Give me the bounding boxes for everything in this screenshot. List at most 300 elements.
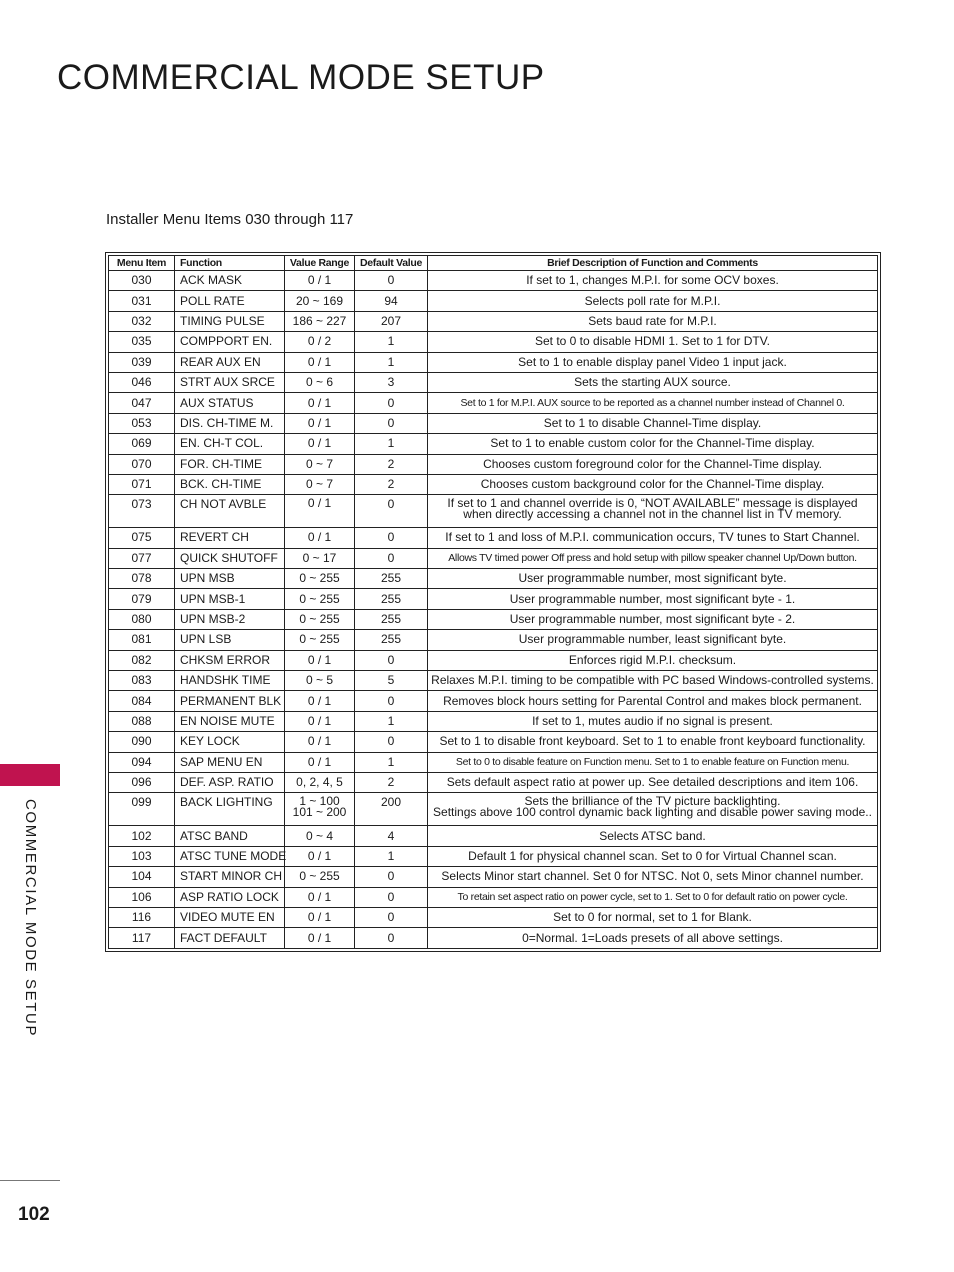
cell-value-range (285, 589, 355, 609)
cell-value-range-text: 0 / 1 (307, 496, 332, 511)
cell-function (175, 372, 285, 392)
cell-default-value (355, 434, 428, 454)
table-row (109, 548, 878, 568)
cell-default-value (355, 548, 428, 568)
cell-default-value-text: 1 (387, 436, 395, 451)
cell-description-text: Sets the brilliance of the TV picture backlighting. (524, 794, 781, 809)
page-number: 102 (18, 1204, 50, 1225)
table-row (109, 650, 878, 670)
cell-description (428, 711, 878, 731)
cell-description (428, 495, 878, 528)
table-row (109, 454, 878, 474)
cell-description (428, 352, 878, 372)
cell-menu-item-text: 117 (131, 930, 152, 945)
cell-function-text: BACK LIGHTING (180, 795, 273, 810)
cell-menu-item (109, 846, 175, 866)
cell-menu-item-text: 099 (131, 795, 152, 810)
cell-description (428, 907, 878, 927)
cell-value-range (285, 671, 355, 691)
cell-function-text: UPN MSB-2 (180, 612, 246, 627)
cell-description-text: If set to 1, changes M.P.I. for some OCV boxes. (526, 273, 779, 288)
cell-default-value-text: 0 (387, 869, 395, 884)
cell-default-value (355, 826, 428, 846)
table-row (109, 907, 878, 927)
cell-default-value-text: 207 (380, 313, 402, 328)
cell-menu-item (109, 311, 175, 331)
cell-description-text: Selects ATSC band. (599, 828, 706, 843)
cell-function (175, 609, 285, 629)
cell-description-text: User programmable number, most significant byte - 1. (509, 591, 796, 606)
cell-value-range-text: 0 / 1 (307, 273, 332, 288)
installer-menu-table-frame (105, 252, 881, 952)
cell-description-text: Chooses custom background color for the Channel-Time display. (480, 477, 825, 492)
cell-value-range-text: 0 ~ 4 (305, 828, 334, 843)
cell-description-text: Selects Minor start channel. Set 0 for NTSC. Not 0, sets Minor channel number. (441, 869, 864, 884)
cell-value-range (285, 271, 355, 291)
cell-description-line2: Settings above 100 control dynamic back lighting and disable power saving mode.. (433, 805, 872, 820)
cell-menu-item-text: 102 (131, 828, 152, 843)
cell-default-value (355, 291, 428, 311)
cell-value-range (285, 711, 355, 731)
cell-value-range-text: 20 ~ 169 (295, 293, 344, 308)
cell-menu-item (109, 454, 175, 474)
cell-default-value (355, 752, 428, 772)
cell-default-value-text: 0 (387, 652, 395, 667)
cell-menu-item (109, 569, 175, 589)
table-row (109, 691, 878, 711)
cell-description (428, 271, 878, 291)
table-row (109, 528, 878, 548)
cell-default-value (355, 732, 428, 752)
cell-menu-item (109, 528, 175, 548)
table-row (109, 372, 878, 392)
cell-function-text: STRT AUX SRCE (180, 375, 275, 390)
cell-function (175, 846, 285, 866)
cell-default-value (355, 609, 428, 629)
cell-value-range (285, 495, 355, 528)
cell-description (428, 867, 878, 887)
cell-function-text: CHKSM ERROR (180, 652, 271, 667)
cell-function-text: SAP MENU EN (180, 754, 263, 769)
cell-description-text: Set to 1 to disable Channel-Time display. (543, 415, 762, 430)
cell-value-range-text: 0, 2, 4, 5 (296, 775, 343, 790)
page-title: COMMERCIAL MODE SETUP (57, 58, 545, 97)
cell-menu-item (109, 711, 175, 731)
cell-value-range-text: 0 ~ 17 (302, 550, 337, 565)
cell-default-value (355, 793, 428, 826)
cell-default-value (355, 907, 428, 927)
cell-default-value-text: 255 (380, 571, 402, 586)
cell-default-value-text: 1 (387, 354, 395, 369)
cell-default-value (355, 650, 428, 670)
cell-menu-item-text: 069 (131, 436, 152, 451)
cell-menu-item (109, 826, 175, 846)
cell-menu-item (109, 609, 175, 629)
cell-default-value-text: 255 (380, 591, 402, 606)
cell-description-text: If set to 1 and loss of M.P.I. communication occurs, TV tunes to Start Channel. (445, 530, 860, 545)
side-accent-tab (0, 764, 60, 786)
table-row (109, 867, 878, 887)
cell-function-text: BCK. CH-TIME (180, 477, 262, 492)
cell-description-text: Allows TV timed power Off press and hold setup with pillow speaker channel Up/Down button. (448, 551, 857, 564)
cell-value-range-text: 0 ~ 255 (299, 632, 340, 647)
cell-default-value-text: 0 (387, 395, 395, 410)
cell-value-range (285, 332, 355, 352)
page-number-rule (0, 1180, 60, 1181)
cell-description-text: Removes block hours setting for Parental Control and makes block permanent. (443, 693, 862, 708)
cell-value-range-text: 0 ~ 255 (299, 571, 340, 586)
cell-value-range-text: 0 / 1 (307, 395, 332, 410)
cell-function (175, 352, 285, 372)
cell-function (175, 474, 285, 494)
table-row (109, 569, 878, 589)
cell-function (175, 495, 285, 528)
cell-description-text: Set to 0 to disable HDMI 1. Set to 1 for DTV. (534, 334, 770, 349)
cell-function-text: UPN LSB (180, 632, 232, 647)
cell-value-range-text: 1 ~ 100 (299, 794, 340, 809)
cell-function (175, 589, 285, 609)
table-row (109, 495, 878, 528)
cell-value-range (285, 793, 355, 826)
cell-function-text: ACK MASK (180, 273, 243, 288)
cell-description-text: Set to 1 to disable front keyboard. Set to 1 to enable front keyboard functionality. (439, 734, 866, 749)
cell-value-range (285, 887, 355, 907)
header-description: Brief Description of Function and Comments (428, 256, 878, 271)
cell-description (428, 732, 878, 752)
cell-function (175, 772, 285, 792)
cell-description-text: Set to 0 to disable feature on Function menu. Set to 1 to enable feature on Function menu. (455, 755, 850, 768)
cell-menu-item-text: 030 (131, 273, 152, 288)
cell-value-range (285, 609, 355, 629)
cell-menu-item (109, 671, 175, 691)
cell-value-range (285, 907, 355, 927)
cell-menu-item-text: 039 (131, 354, 152, 369)
cell-default-value (355, 589, 428, 609)
table-row (109, 928, 878, 948)
cell-description-text: User programmable number, least significant byte. (518, 632, 787, 647)
table-row (109, 311, 878, 331)
cell-value-range-text: 0 / 1 (307, 693, 332, 708)
cell-default-value-text: 3 (387, 375, 395, 390)
cell-value-range (285, 630, 355, 650)
cell-function (175, 671, 285, 691)
cell-menu-item (109, 907, 175, 927)
cell-default-value-text: 0 (387, 693, 395, 708)
table-row (109, 352, 878, 372)
cell-menu-item (109, 772, 175, 792)
cell-value-range-text: 0 ~ 255 (299, 591, 340, 606)
cell-default-value-text: 0 (387, 415, 395, 430)
table-row (109, 609, 878, 629)
cell-menu-item-text: 090 (131, 734, 152, 749)
cell-description-text: To retain set aspect ratio on power cycle, set to 1. Set to 0 for default ratio on power cycle. (457, 890, 848, 903)
cell-default-value (355, 630, 428, 650)
cell-menu-item-text: 082 (131, 652, 152, 667)
cell-menu-item-text: 094 (131, 754, 152, 769)
cell-description (428, 691, 878, 711)
cell-function (175, 528, 285, 548)
cell-function (175, 928, 285, 948)
cell-function-text: POLL RATE (180, 293, 245, 308)
header-function: Function (175, 256, 285, 271)
cell-description-text: Sets baud rate for M.P.I. (588, 313, 717, 328)
cell-menu-item-text: 053 (131, 415, 152, 430)
cell-function-text: VIDEO MUTE EN (180, 910, 275, 925)
cell-menu-item-text: 031 (131, 293, 152, 308)
cell-menu-item (109, 332, 175, 352)
cell-default-value-text: 255 (380, 632, 402, 647)
cell-default-value (355, 846, 428, 866)
cell-menu-item (109, 793, 175, 826)
cell-description (428, 671, 878, 691)
cell-function-text: HANDSHK TIME (180, 673, 271, 688)
cell-value-range (285, 752, 355, 772)
cell-value-range-text: 0 / 1 (307, 734, 332, 749)
cell-default-value (355, 867, 428, 887)
cell-function (175, 454, 285, 474)
cell-description-text: Relaxes M.P.I. timing to be compatible with PC based Windows-controlled systems. (431, 673, 874, 688)
cell-function (175, 434, 285, 454)
table-row (109, 589, 878, 609)
table-row (109, 846, 878, 866)
cell-menu-item (109, 291, 175, 311)
table-row (109, 271, 878, 291)
cell-default-value-text: 200 (380, 795, 402, 810)
cell-description (428, 928, 878, 948)
cell-menu-item-text: 035 (131, 334, 152, 349)
cell-value-range (285, 528, 355, 548)
cell-function (175, 887, 285, 907)
cell-menu-item-text: 116 (131, 910, 152, 925)
cell-value-range (285, 413, 355, 433)
cell-default-value-text: 1 (387, 714, 395, 728)
table-row (109, 291, 878, 311)
cell-default-value-text: 0 (387, 550, 395, 565)
cell-description (428, 772, 878, 792)
cell-description-text: Chooses custom foreground color for the Channel-Time display. (483, 456, 822, 471)
cell-function-text: ATSC TUNE MODE (180, 848, 287, 863)
cell-default-value-text: 2 (387, 775, 395, 790)
cell-value-range (285, 650, 355, 670)
cell-value-range-text: 0 / 1 (307, 910, 332, 925)
cell-description (428, 589, 878, 609)
cell-default-value-text: 0 (387, 497, 395, 512)
cell-function-text: COMPPORT EN. (180, 334, 273, 349)
cell-function (175, 826, 285, 846)
cell-function (175, 332, 285, 352)
cell-menu-item-text: 103 (131, 848, 152, 863)
table-row (109, 630, 878, 650)
cell-default-value (355, 691, 428, 711)
table-row (109, 887, 878, 907)
table-row (109, 711, 878, 731)
cell-value-range (285, 691, 355, 711)
cell-function (175, 271, 285, 291)
cell-menu-item-text: 083 (131, 673, 152, 688)
cell-default-value-text: 0 (387, 889, 395, 904)
cell-function (175, 548, 285, 568)
cell-value-range (285, 846, 355, 866)
cell-menu-item-text: 078 (131, 571, 152, 586)
cell-menu-item (109, 928, 175, 948)
cell-function-text: ASP RATIO LOCK (180, 889, 279, 904)
cell-default-value-text: 2 (387, 456, 395, 471)
cell-function-text: START MINOR CH (180, 869, 283, 884)
cell-menu-item (109, 474, 175, 494)
cell-menu-item-text: 104 (131, 869, 152, 884)
cell-value-range-text: 0 ~ 6 (305, 375, 334, 390)
cell-value-range (285, 474, 355, 494)
cell-menu-item (109, 630, 175, 650)
cell-default-value-text: 1 (387, 334, 395, 349)
cell-description (428, 393, 878, 413)
cell-function-text: FOR. CH-TIME (180, 456, 262, 471)
cell-default-value (355, 311, 428, 331)
cell-function (175, 793, 285, 826)
cell-value-range-text: 0 ~ 255 (299, 612, 340, 627)
table-row (109, 752, 878, 772)
cell-default-value-text: 0 (387, 734, 395, 749)
cell-menu-item-text: 047 (131, 395, 152, 410)
cell-function-text: KEY LOCK (180, 734, 240, 749)
cell-description (428, 569, 878, 589)
cell-description-text: User programmable number, most significant byte - 2. (509, 612, 796, 627)
cell-default-value (355, 454, 428, 474)
cell-value-range (285, 393, 355, 413)
cell-function (175, 291, 285, 311)
cell-menu-item-text: 071 (131, 477, 152, 492)
table-row (109, 413, 878, 433)
cell-menu-item (109, 352, 175, 372)
cell-function-text: QUICK SHUTOFF (180, 550, 278, 565)
cell-value-range (285, 434, 355, 454)
cell-function-text: TIMING PULSE (180, 313, 265, 328)
cell-menu-item-text: 096 (131, 775, 152, 790)
cell-description (428, 887, 878, 907)
cell-value-range-line2: 101 ~ 200 (292, 805, 347, 820)
cell-description (428, 291, 878, 311)
cell-description (428, 372, 878, 392)
cell-description (428, 413, 878, 433)
cell-description (428, 474, 878, 494)
cell-function (175, 569, 285, 589)
cell-default-value (355, 372, 428, 392)
cell-value-range (285, 732, 355, 752)
table-row (109, 474, 878, 494)
cell-menu-item (109, 867, 175, 887)
cell-function (175, 311, 285, 331)
cell-value-range-text: 0 ~ 7 (305, 456, 334, 471)
cell-value-range-text: 0 / 1 (307, 354, 332, 369)
cell-description (428, 528, 878, 548)
cell-menu-item (109, 691, 175, 711)
table-header-row (109, 256, 878, 271)
side-section-label: COMMERCIAL MODE SETUP (22, 799, 39, 1038)
cell-description (428, 752, 878, 772)
cell-description (428, 630, 878, 650)
cell-value-range (285, 454, 355, 474)
cell-value-range (285, 372, 355, 392)
cell-menu-item-text: 075 (131, 530, 152, 545)
cell-function-text: DEF. ASP. RATIO (180, 775, 274, 790)
cell-default-value (355, 413, 428, 433)
cell-menu-item-text: 106 (131, 889, 152, 904)
cell-menu-item-text: 070 (131, 456, 152, 471)
cell-default-value (355, 393, 428, 413)
header-menu-item: Menu Item (109, 256, 175, 271)
cell-description-text: Set to 0 for normal, set to 1 for Blank. (553, 910, 752, 925)
cell-value-range (285, 548, 355, 568)
cell-menu-item (109, 271, 175, 291)
cell-default-value (355, 271, 428, 291)
cell-function (175, 650, 285, 670)
table-row (109, 434, 878, 454)
cell-function-text: REVERT CH (180, 530, 249, 545)
cell-value-range-text: 0 / 1 (307, 530, 332, 545)
cell-function-text: FACT DEFAULT (180, 930, 267, 945)
cell-value-range (285, 311, 355, 331)
cell-menu-item (109, 413, 175, 433)
cell-description (428, 846, 878, 866)
cell-menu-item (109, 548, 175, 568)
cell-value-range-text: 0 ~ 5 (305, 673, 334, 688)
cell-value-range-text: 0 / 1 (307, 415, 332, 430)
cell-value-range (285, 772, 355, 792)
cell-function (175, 630, 285, 650)
cell-menu-item (109, 434, 175, 454)
cell-menu-item (109, 372, 175, 392)
cell-menu-item (109, 393, 175, 413)
cell-description-text: Default 1 for physical channel scan. Set to 0 for Virtual Channel scan. (468, 848, 837, 863)
table-row (109, 671, 878, 691)
cell-value-range-text: 0 / 2 (307, 334, 332, 349)
cell-function-text: CH NOT AVBLE (180, 497, 267, 512)
cell-function-text: PERMANENT BLK (180, 693, 282, 708)
cell-description (428, 826, 878, 846)
cell-default-value-text: 0 (387, 910, 395, 925)
cell-default-value (355, 352, 428, 372)
cell-default-value-text: 0 (387, 273, 395, 288)
cell-value-range-text: 0 / 1 (307, 436, 332, 451)
cell-value-range-text: 0 ~ 7 (305, 477, 334, 492)
cell-default-value-text: 4 (387, 828, 395, 843)
cell-default-value (355, 711, 428, 731)
cell-default-value-text: 0 (387, 930, 395, 945)
cell-description (428, 793, 878, 826)
cell-description-text: If set to 1 and channel override is 0, “NOT AVAILABLE” message is displayed (447, 496, 858, 511)
cell-default-value (355, 332, 428, 352)
cell-value-range-text: 186 ~ 227 (292, 313, 347, 328)
cell-function (175, 393, 285, 413)
cell-description-text: Sets default aspect ratio at power up. See detailed descriptions and item 106. (446, 775, 859, 790)
cell-default-value-text: 1 (387, 754, 395, 769)
cell-function-text: EN. CH-T COL. (180, 436, 264, 451)
cell-description (428, 332, 878, 352)
cell-function (175, 752, 285, 772)
cell-description-text: Enforces rigid M.P.I. checksum. (568, 652, 737, 667)
cell-function-text: EN NOISE MUTE (180, 714, 275, 728)
cell-default-value-text: 1 (387, 848, 395, 863)
cell-description (428, 609, 878, 629)
cell-default-value-text: 2 (387, 477, 395, 492)
table-row (109, 793, 878, 826)
table-row (109, 393, 878, 413)
cell-value-range-text: 0 / 1 (307, 930, 332, 945)
cell-description-text: Set to 1 for M.P.I. AUX source to be reported as a channel number instead of Channel 0. (460, 396, 845, 409)
cell-function (175, 413, 285, 433)
cell-menu-item-text: 088 (131, 714, 152, 728)
cell-default-value-text: 5 (387, 673, 395, 688)
